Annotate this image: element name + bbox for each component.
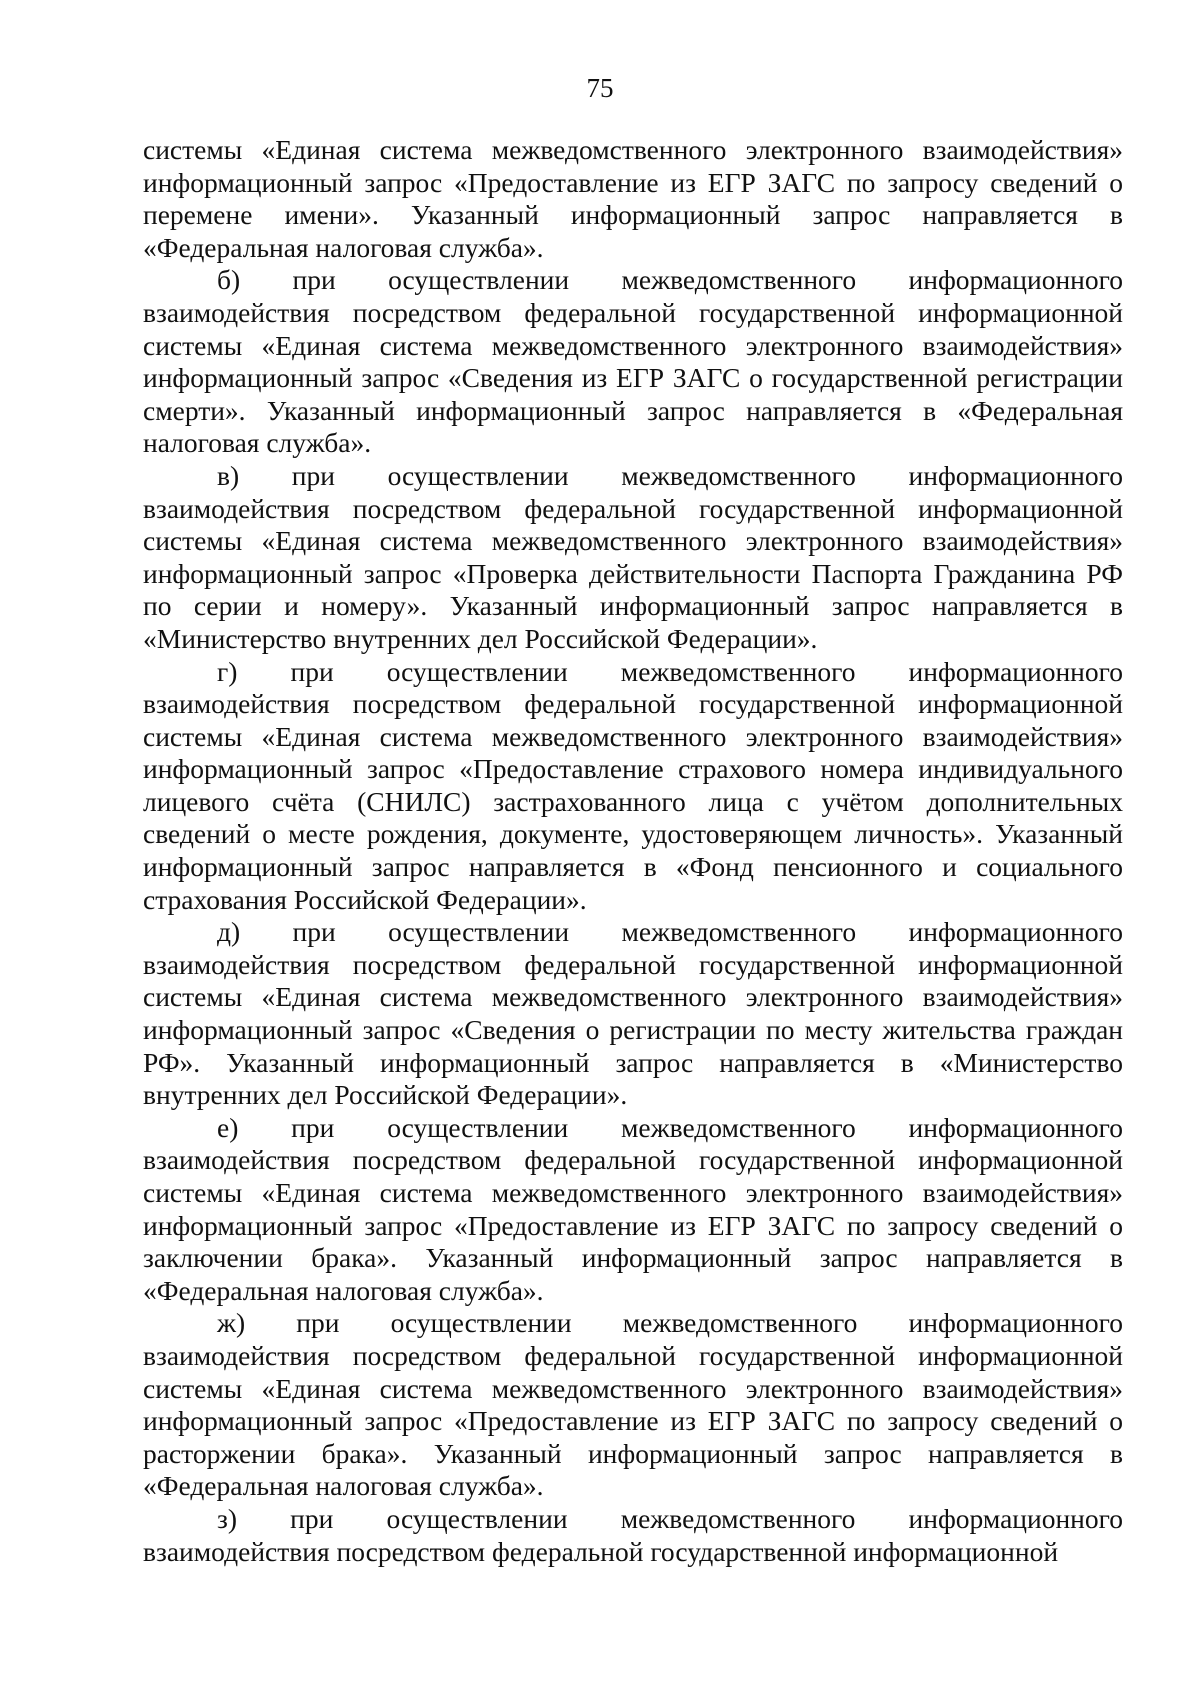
paragraph-continuation: системы «Единая система межведомственного электронного взаимодействия» информационный запрос «Предоставление из ЕГР ЗАГС по запросу сведений о перемене имени». Указанный информационный запрос направляется в «Федеральная налоговая служба». [143, 134, 1123, 263]
page-number: 75 [586, 73, 614, 103]
paragraph-item-e: е) при осуществлении межведомственного информационного взаимодействия посредством федеральной государственной информационной системы «Единая система межведомственного электронного взаимодействия» информационный запрос «Предоставление из ЕГР ЗАГС по запросу сведений о заключении брака». Указанный информационный запрос направляется в «Федеральная налоговая служба». [143, 1111, 1123, 1306]
paragraph-item-v: в) при осуществлении межведомственного информационного взаимодействия посредством федеральной государственной информационной системы «Единая система межведомственного электронного взаимодействия» информационный запрос «Проверка действительности Паспорта Гражданина РФ по серии и номеру». Указанный информационный запрос направляется в «Министерство внутренних дел Российской Федерации». [143, 459, 1123, 654]
paragraph-item-b: б) при осуществлении межведомственного информационного взаимодействия посредством федеральной государственной информационной системы «Единая система межведомственного электронного взаимодействия» информационный запрос «Сведения из ЕГР ЗАГС о государственной регистрации смерти». Указанный информационный запрос направляется в «Федеральная налоговая служба». [143, 264, 1123, 459]
paragraph-item-g: г) при осуществлении межведомственного информационного взаимодействия посредством федеральной государственной информационной системы «Единая система межведомственного электронного взаимодействия» информационный запрос «Предоставление страхового номера индивидуального лицевого счёта (СНИЛС) застрахованного лица с учётом дополнительных сведений о месте рождения, документе, удостоверяющем личность». Указанный информационный запрос направляется в «Фонд пенсионного и социального страхования Российской Федерации». [143, 655, 1123, 915]
document-body [143, 134, 1123, 1568]
paragraph-item-zh: ж) при осуществлении межведомственного информационного взаимодействия посредством федеральной государственной информационной системы «Единая система межведомственного электронного взаимодействия» информационный запрос «Предоставление из ЕГР ЗАГС по запросу сведений о расторжении брака». Указанный информационный запрос направляется в «Федеральная налоговая служба». [143, 1307, 1123, 1502]
paragraph-item-z: з) при осуществлении межведомственного информационного взаимодействия посредством федеральной государственной информационной [143, 1502, 1123, 1567]
paragraph-item-d: д) при осуществлении межведомственного информационного взаимодействия посредством федеральной государственной информационной системы «Единая система межведомственного электронного взаимодействия» информационный запрос «Сведения о регистрации по месту жительства граждан РФ». Указанный информационный запрос направляется в «Министерство внутренних дел Российской Федерации». [143, 916, 1123, 1111]
